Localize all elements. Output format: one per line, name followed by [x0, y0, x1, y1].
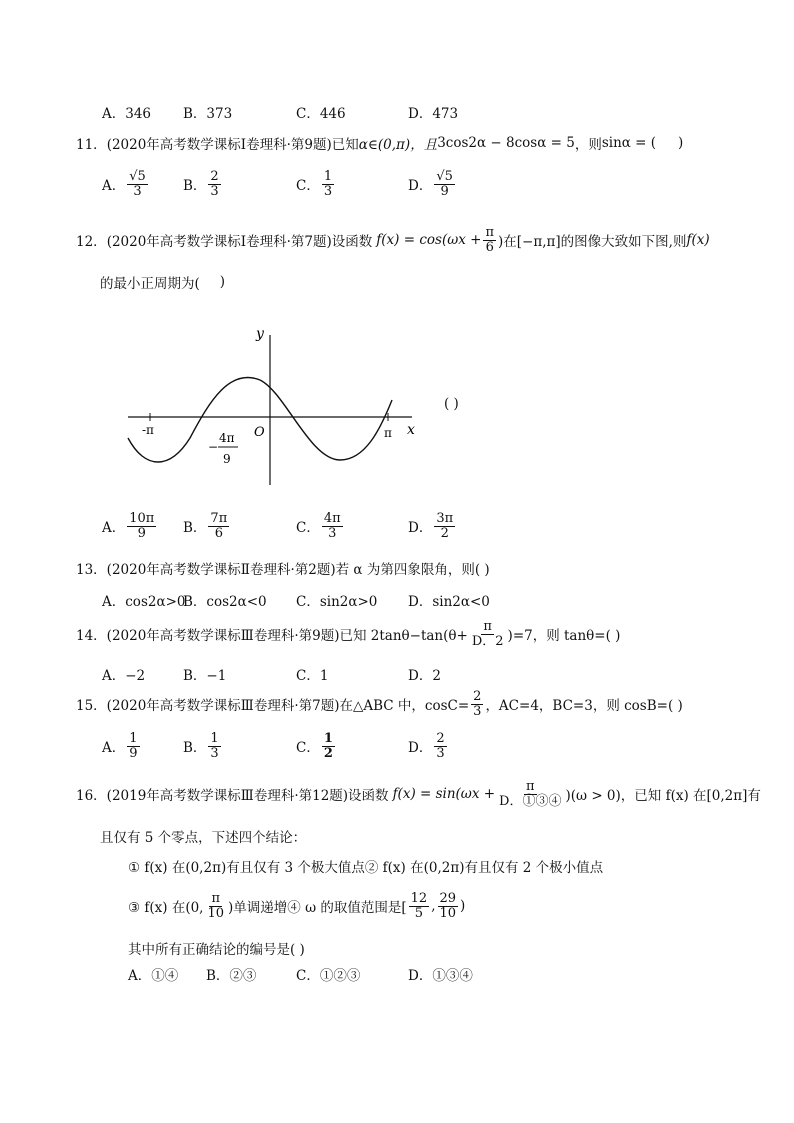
q12-stem: 12． (2020年高考数学课标Ⅰ卷理科·第7题)设函数 f(x) = cos(ωx + $\frac{\pi}{6}$ )在[−π,π]的图像大致如下图,则 f(x)	[76, 225, 710, 255]
q14-option-c: C．1	[296, 668, 329, 684]
q11-stem: 11． (2020年高考数学课标Ⅰ卷理科·第9题)已知 α∈(0,π)，且 3cos2α − 8cosα = 5 ，则 sinα = ( )	[76, 135, 684, 153]
q12-stem-line2: 的最小正周期为( )	[100, 274, 226, 292]
q16-option-c: C．①②③	[296, 968, 361, 984]
cosine-curve	[128, 377, 392, 462]
q15-option-a: A． $\frac{1}{9}$	[102, 731, 138, 761]
q12-graph	[120, 320, 420, 490]
q10-option-c: C．446	[296, 106, 346, 122]
q11-option-a: A． $\frac{√5}{3}$	[102, 169, 146, 199]
q16-option-b: B．②③	[206, 968, 257, 984]
y-axis-label: y	[256, 326, 264, 342]
q12-graph-paren: ( )	[444, 396, 459, 412]
q13-option-a: A．cos2α>0	[102, 594, 186, 610]
q16-option-a: A．①④	[128, 968, 179, 984]
q15-option-c: C． $\frac{1}{2}$	[296, 731, 333, 761]
svg-text:4π: 4π	[219, 431, 235, 445]
q14-stem: 14．(2020年高考数学课标Ⅲ卷理科·第9题)已知 2tanθ−tan(θ+ $\frac{\pi}{D.2}$ )=7，则 tanθ=( )	[76, 619, 621, 649]
svg-text:−: −	[208, 440, 219, 454]
q13-option-d: D．sin2α<0	[408, 594, 490, 610]
q15-option-d: D． $\frac{2}{3}$	[408, 731, 445, 761]
q13-option-b: B．cos2α<0	[183, 594, 267, 610]
q15-stem: 15．(2020年高考数学课标Ⅲ卷理科·第7题)在△ABC 中，cosC= $\frac{2}{3}$ ，AC=4，BC=3，则 cosB=( )	[76, 689, 683, 719]
q14-option-b: B．−1	[183, 668, 227, 684]
q14-option-d: D．2	[408, 668, 441, 684]
pi-label: π	[384, 426, 392, 440]
q16-statement-3-4: ③ f(x) 在(0, $\frac{\pi}{10}$ )单调递增④ ω 的取值范围是[ $\frac{12}{5}$ , $\frac{29}{10}$ )	[128, 891, 466, 921]
x-axis-label: x	[407, 422, 415, 438]
q12-option-c: C． $\frac{4\pi}{3}$	[296, 511, 341, 541]
origin-label: O	[254, 425, 265, 440]
q11-option-b: B． $\frac{2}{3}$	[183, 169, 219, 199]
q10-option-b: B．373	[183, 106, 233, 122]
q12-option-a: A． $\frac{10\pi}{9}$	[102, 511, 155, 541]
q12-option-d: D． $\frac{3\pi}{2}$	[408, 511, 454, 541]
q11-option-d: D． $\frac{√5}{9}$	[408, 169, 453, 199]
q13-stem: 13．(2020年高考数学课标Ⅱ卷理科·第2题)若 α 为第四象限角，则( )	[76, 562, 490, 578]
q10-option-d: D．473	[408, 106, 459, 122]
svg-text:9: 9	[223, 452, 231, 466]
q16-statement-1-2: ① f(x) 在(0,2π)有且仅有 3 个极大值点② f(x) 在(0,2π)有且仅有 2 个极小值点	[128, 860, 604, 876]
q15-option-b: B． $\frac{1}{3}$	[183, 731, 219, 761]
q16-stem-line2: 且仅有 5 个零点，下述四个结论：	[100, 830, 307, 846]
q12-option-b: B． $\frac{7\pi}{6}$	[183, 511, 228, 541]
q16-stem: 16．(2019年高考数学课标Ⅲ卷理科·第12题)设函数 f(x) = sin(ωx + $\frac{\pi}{\text{D．①③④}}$ )(ω > 0)，已知 f(x) 在[0,2π]有	[76, 779, 761, 809]
neg-pi-label: -π	[142, 423, 154, 437]
q14-option-a: A．−2	[102, 668, 146, 684]
q11-option-c: C． $\frac{1}{3}$	[296, 169, 333, 199]
q13-option-c: C．sin2α>0	[296, 594, 378, 610]
q10-option-a: A．346	[102, 106, 152, 122]
q16-option-d: D．①③④	[408, 968, 473, 984]
q16-question: 其中所有正确结论的编号是( )	[128, 942, 305, 958]
